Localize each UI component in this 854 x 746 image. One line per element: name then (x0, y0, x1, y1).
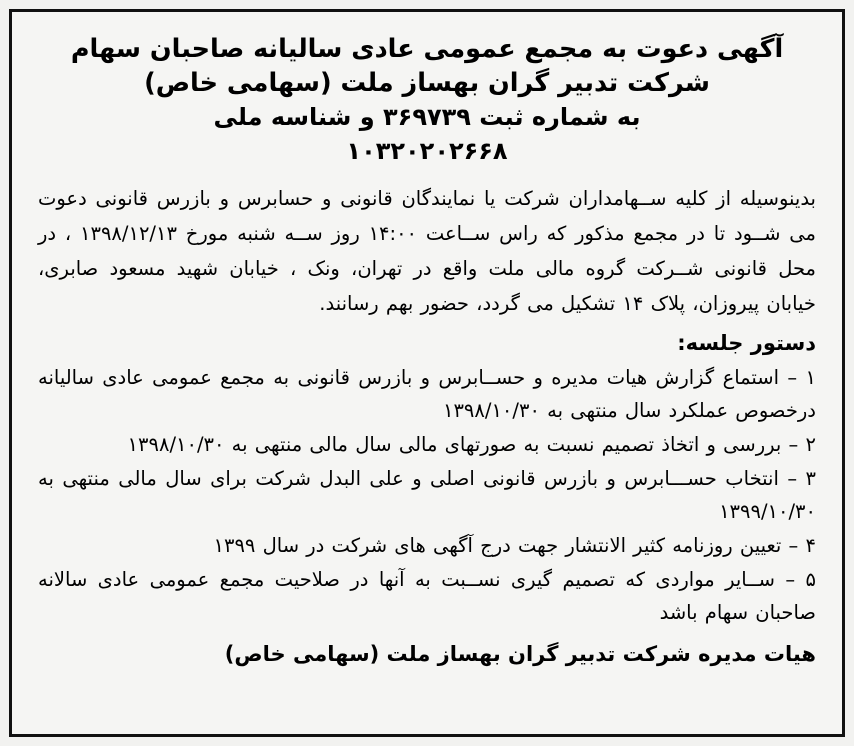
agenda-item: ۳ – انتخاب حســـابرس و بازرس قانونی اصلی و علی البدل شرکت برای سال مالی منتهی به ۱۳۹۹/۱۰/۳۰ (38, 467, 816, 523)
agenda-item: ۴ – تعیین روزنامه کثیر الانتشار جهت درج آگهی های شرکت در سال ۱۳۹۹ (213, 534, 816, 557)
notice-box (9, 9, 845, 737)
title-line-4: ۱۰۳۲۰۲۰۲۶۶۸ (346, 137, 508, 165)
agenda-list (38, 361, 816, 629)
notice-title (38, 32, 816, 168)
title-line-1: آگهی دعوت به مجمع عمومی عادی سالیانه صاحبان سهام (70, 34, 784, 64)
agenda-item: ۱ – استماع گزارش هیات مدیره و حســابرس و بازرس قانونی به مجمع عمومی عادی سالیانه درخصوص عملکرد سال منتهی به ۱۳۹۸/۱۰/۳۰ (38, 366, 816, 422)
agenda-item: ۲ – بررسی و اتخاذ تصمیم نسبت به صورتهای مالی سال مالی منتهی به ۱۳۹۸/۱۰/۳۰ (127, 433, 816, 456)
agenda-heading: دستور جلسه: (677, 331, 816, 355)
title-line-2: شرکت تدبیر گران بهساز ملت (سهامی خاص) (144, 68, 710, 98)
signature-line: هیات مدیره شرکت تدبیر گران بهساز ملت (سهامی خاص) (224, 642, 816, 666)
title-line-3: به شماره ثبت ۳۶۹۷۳۹ و شناسه ملی (213, 103, 641, 131)
agenda-item: ۵ – ســایر مواردی که تصمیم گیری نســبت به آنها در صلاحیت مجمع عمومی عادی سالانه صاحبان سهام باشد (38, 568, 816, 624)
notice-intro-paragraph: بدینوسیله از کلیه ســهامداران شرکت یا نمایندگان قانونی و حسابرس و بازرس قانونی دعوت می شــود تا در مجمع مذکور که راس ســاعت ۱۴:۰۰ روز ســه شنبه مورخ ۱۳۹۸/۱۲/۱۳ ، در محل قانونی شــرکت گروه مالی ملت واقع در تهران، ونک ، خیابان شهید مسعود صابری، خیابان پیروزان، پلاک ۱۴ تشکیل می گردد، حضور بهم رسانند. (38, 187, 817, 315)
